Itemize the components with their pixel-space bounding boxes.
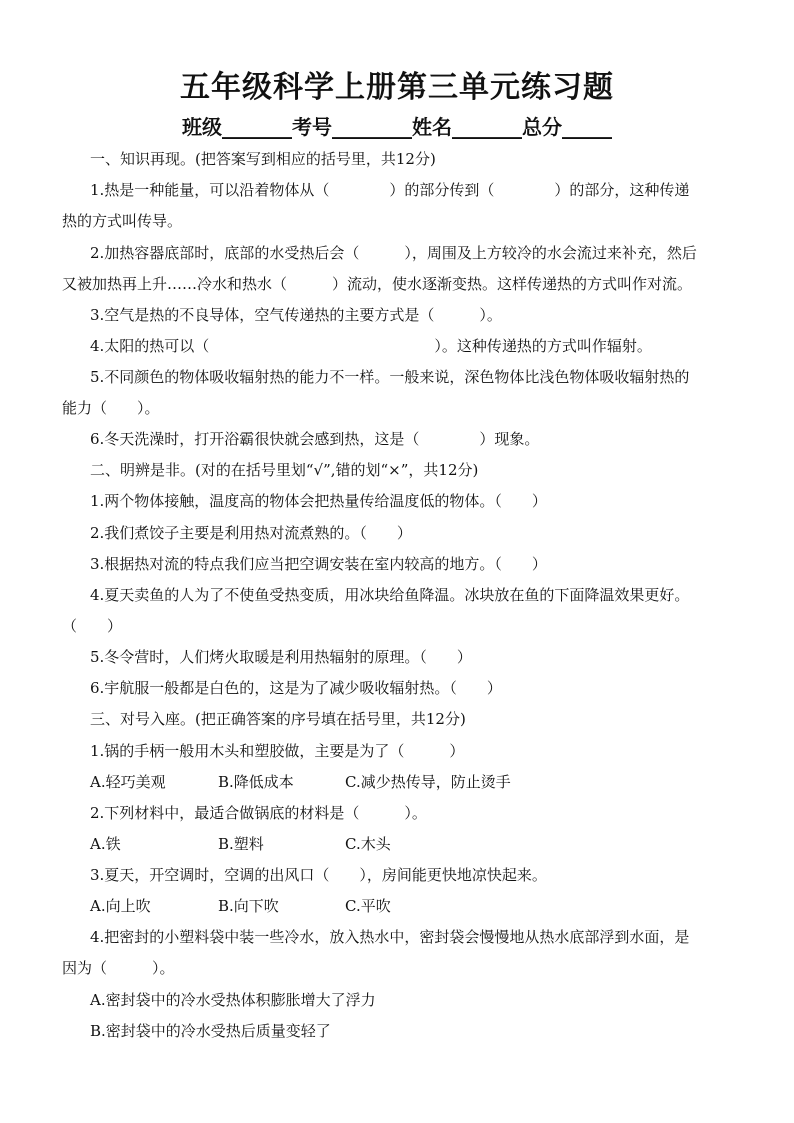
s2-question-4-cont: （ ） xyxy=(62,617,123,635)
s3-question-4: 4.把密封的小塑料袋中装一些冷水，放入热水中，密封袋会慢慢地从热水底部浮到水面，是 xyxy=(90,928,690,946)
s2-question-6: 6.宇航服一般都是白色的，这是为了减少吸收辐射热。（ ） xyxy=(90,679,502,697)
s3-question-4-cont: 因为（ ）。 xyxy=(62,959,175,977)
s3-q3-option-b: B.向下吹 xyxy=(218,897,279,915)
section2-heading: 二、明辨是非。(对的在括号里划“√”,错的划“×”，共12分) xyxy=(90,461,479,479)
s2-question-1: 1.两个物体接触，温度高的物体会把热量传给温度低的物体。（ ） xyxy=(90,492,547,510)
s2-question-4: 4.夏天卖鱼的人为了不使鱼受热变质，用冰块给鱼降温。冰块放在鱼的下面降温效果更好。 xyxy=(90,586,690,604)
s3-question-1: 1.锅的手柄一般用木头和塑胶做，主要是为了（ ） xyxy=(90,742,465,760)
s1-question-5-cont: 能力（ ）。 xyxy=(62,399,160,417)
s3-q1-option-b: B.降低成本 xyxy=(218,773,294,791)
s2-question-3: 3.根据热对流的特点我们应当把空调安装在室内较高的地方。（ ） xyxy=(90,555,547,573)
s3-q2-option-c: C.木头 xyxy=(345,835,391,853)
s1-question-1-cont: 热的方式叫传导。 xyxy=(62,212,183,230)
s3-q1-option-a: A.轻巧美观 xyxy=(90,773,166,791)
student-info-line: 班级_______考号________姓名_______总分_____ xyxy=(182,115,612,139)
s3-q3-option-a: A.向上吹 xyxy=(90,897,151,915)
s1-question-1: 1.热是一种能量，可以沿着物体从（ ）的部分传到（ ）的部分，这种传递 xyxy=(90,181,690,199)
page-title: 五年级科学上册第三单元练习题 xyxy=(180,70,614,105)
s3-q4-option-a: A.密封袋中的冷水受热体积膨胀增大了浮力 xyxy=(90,991,376,1009)
s1-question-2-cont: 又被加热再上升……冷水和热水（ ）流动，使水逐渐变热。这样传递热的方式叫作对流。 xyxy=(62,275,693,293)
s1-question-5: 5.不同颜色的物体吸收辐射热的能力不一样。一般来说，深色物体比浅色物体吸收辐射热的 xyxy=(90,368,690,386)
s3-q4-option-b: B.密封袋中的冷水受热后质量变轻了 xyxy=(90,1022,331,1040)
s1-question-6: 6.冬天洗澡时，打开浴霸很快就会感到热，这是（ ）现象。 xyxy=(90,430,540,448)
s1-question-2: 2.加热容器底部时，底部的水受热后会（ ），周围及上方较冷的水会流过来补充，然后 xyxy=(90,244,697,262)
s3-q3-option-c: C.平吹 xyxy=(345,897,391,915)
s1-question-3: 3.空气是热的不良导体，空气传递热的主要方式是（ ）。 xyxy=(90,306,502,324)
s3-question-2: 2.下列材料中，最适合做锅底的材料是（ ）。 xyxy=(90,804,427,822)
section1-heading: 一、知识再现。(把答案写到相应的括号里，共12分) xyxy=(90,150,436,168)
s3-q2-option-b: B.塑料 xyxy=(218,835,264,853)
s3-question-3: 3.夏天，开空调时，空调的出风口（ ），房间能更快地凉快起来。 xyxy=(90,866,547,884)
s2-question-5: 5.冬令营时，人们烤火取暖是利用热辐射的原理。（ ） xyxy=(90,648,472,666)
s3-q2-option-a: A.铁 xyxy=(90,835,121,853)
s3-q1-option-c: C.减少热传导，防止烫手 xyxy=(345,773,511,791)
s2-question-2: 2.我们煮饺子主要是利用热对流煮熟的。（ ） xyxy=(90,524,412,542)
section3-heading: 三、对号入座。(把正确答案的序号填在括号里，共12分) xyxy=(90,710,466,728)
s1-question-4: 4.太阳的热可以（ ）。这种传递热的方式叫作辐射。 xyxy=(90,337,652,355)
